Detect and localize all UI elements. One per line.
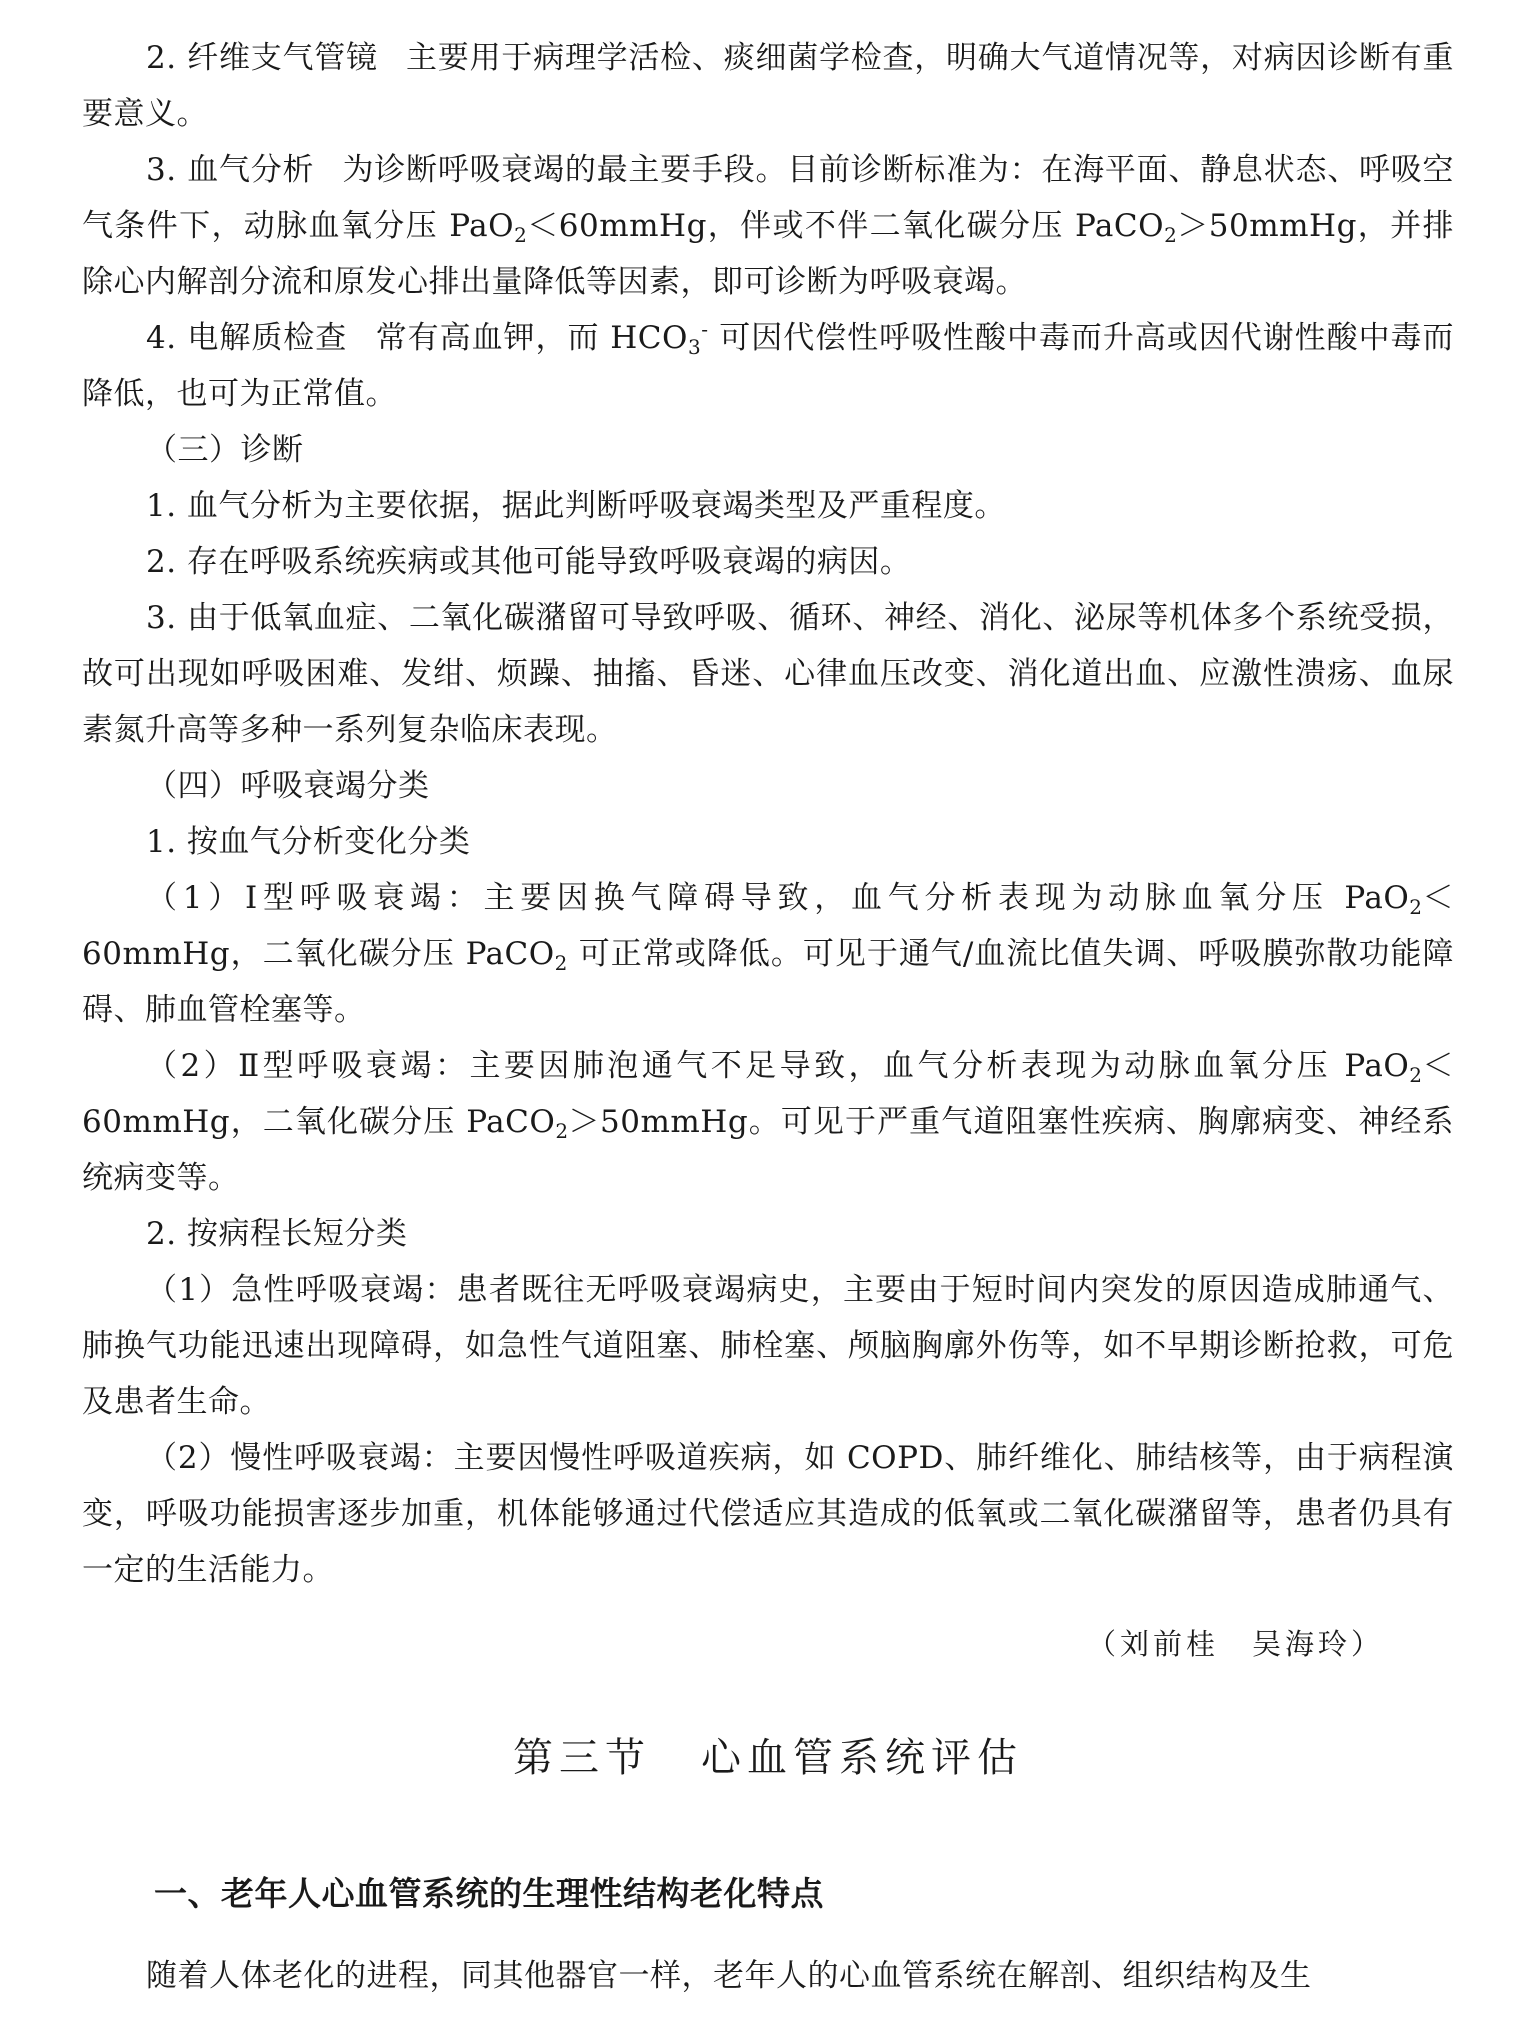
subheading-diagnosis: （三）诊断 — [146, 432, 304, 468]
item-text: 可因代偿性呼吸性酸中毒而升高或因代谢性酸中毒而降低，也可为正常值。 — [82, 320, 1455, 412]
subscript: 2 — [1409, 1063, 1423, 1087]
section-name: 心血管系统评估 — [701, 1735, 1023, 1781]
item-text: 为诊断呼吸衰竭的最主要手段。目前诊断标准为：在海平面、静息状态、呼吸空气条件下，动脉血氧分压 PaO — [82, 152, 1455, 244]
page-content — [82, 30, 1454, 2004]
diagnosis-item-2: 2. 存在呼吸系统疾病或其他可能导致呼吸衰竭的病因。 — [146, 544, 912, 580]
diagnosis-item-1: 1. 血气分析为主要依据，据此判断呼吸衰竭类型及严重程度。 — [146, 488, 1006, 524]
item-text: （2）Ⅱ型呼吸衰竭：主要因肺泡通气不足导致，血气分析表现为动脉血氧分压 PaO — [146, 1048, 1410, 1084]
subscript: 2 — [1164, 223, 1178, 247]
section-title — [82, 1728, 1454, 1788]
item-text: ＜60mmHg，二氧化碳分压 PaCO — [82, 1048, 1454, 1140]
classification-type-2 — [82, 1038, 1454, 1206]
heading-level-1: 一、老年人心血管系统的生理性结构老化特点 — [154, 1874, 824, 1913]
item-lead: 3. 血气分析 — [146, 152, 315, 188]
classification-chronic: （2）慢性呼吸衰竭：主要因慢性呼吸道疾病，如 COPD、肺纤维化、肺结核等，由于病程演变，呼吸功能损害逐步加重，机体能够通过代偿适应其造成的低氧或二氧化碳潴留等，患者仍具有一定的生活能力。 — [82, 1440, 1454, 1588]
subscript: 2 — [1409, 895, 1423, 919]
item-text: ＜60mmHg，伴或不伴二氧化碳分压 PaCO — [527, 208, 1165, 244]
item-text: 常有高血钾，而 HCO — [375, 320, 688, 356]
classification-item-2: 2. 按病程长短分类 — [146, 1216, 408, 1252]
section-number: 第三节 — [513, 1735, 651, 1781]
subscript: 2 — [555, 1119, 569, 1143]
subscript: 2 — [514, 223, 528, 247]
item-text: （1）Ⅰ型呼吸衰竭：主要因换气障碍导致，血气分析表现为动脉血氧分压 PaO — [146, 880, 1410, 916]
item-lead: 2. 纤维支气管镜 — [146, 40, 378, 76]
item-lead: 4. 电解质检查 — [146, 320, 348, 356]
paragraph-blood-gas — [82, 142, 1454, 310]
subheading-classification: （四）呼吸衰竭分类 — [146, 768, 430, 804]
author-credit: （刘前桂 吴海玲） — [1086, 1627, 1384, 1661]
diagnosis-item-3: 3. 由于低氧血症、二氧化碳潴留可导致呼吸、循环、神经、消化、泌尿等机体多个系统受损，故可出现如呼吸困难、发绀、烦躁、抽搐、昏迷、心律血压改变、消化道出血、应激性溃疡、血尿素氮升高等多种一系列复杂临床表现。 — [82, 600, 1454, 748]
paragraph-aging-intro: 随着人体老化的进程，同其他器官一样，老年人的心血管系统在解剖、组织结构及生 — [146, 1958, 1312, 1994]
item-text: ＞50mmHg。可见于严重气道阻塞性疾病、胸廓病变、神经系统病变等。 — [82, 1104, 1454, 1196]
classification-item-1: 1. 按血气分析变化分类 — [146, 824, 471, 860]
item-text: 主要用于病理学活检、痰细菌学检查，明确大气道情况等，对病因诊断有重要意义。 — [82, 40, 1454, 132]
subscript: 2 — [554, 951, 568, 975]
paragraph-bronchoscopy — [82, 30, 1454, 142]
subscript: 3 — [687, 335, 702, 359]
item-text: ＜60mmHg，二氧化碳分压 PaCO — [82, 880, 1454, 972]
classification-acute: （1）急性呼吸衰竭：患者既往无呼吸衰竭病史，主要由于短时间内突发的原因造成肺通气、肺换气功能迅速出现障碍，如急性气道阻塞、肺栓塞、颅脑胸廓外伤等，如不早期诊断抢救，可危及患者生命。 — [82, 1272, 1454, 1420]
classification-type-1 — [82, 870, 1454, 1038]
paragraph-electrolyte — [82, 310, 1454, 422]
item-text: ＞50mmHg，并排除心内解剖分流和原发心排出量降低等因素，即可诊断为呼吸衰竭。 — [82, 208, 1454, 300]
superscript: - — [701, 317, 709, 341]
item-text: 可正常或降低。可见于通气/血流比值失调、呼吸膜弥散功能障碍、肺血管栓塞等。 — [82, 936, 1454, 1028]
